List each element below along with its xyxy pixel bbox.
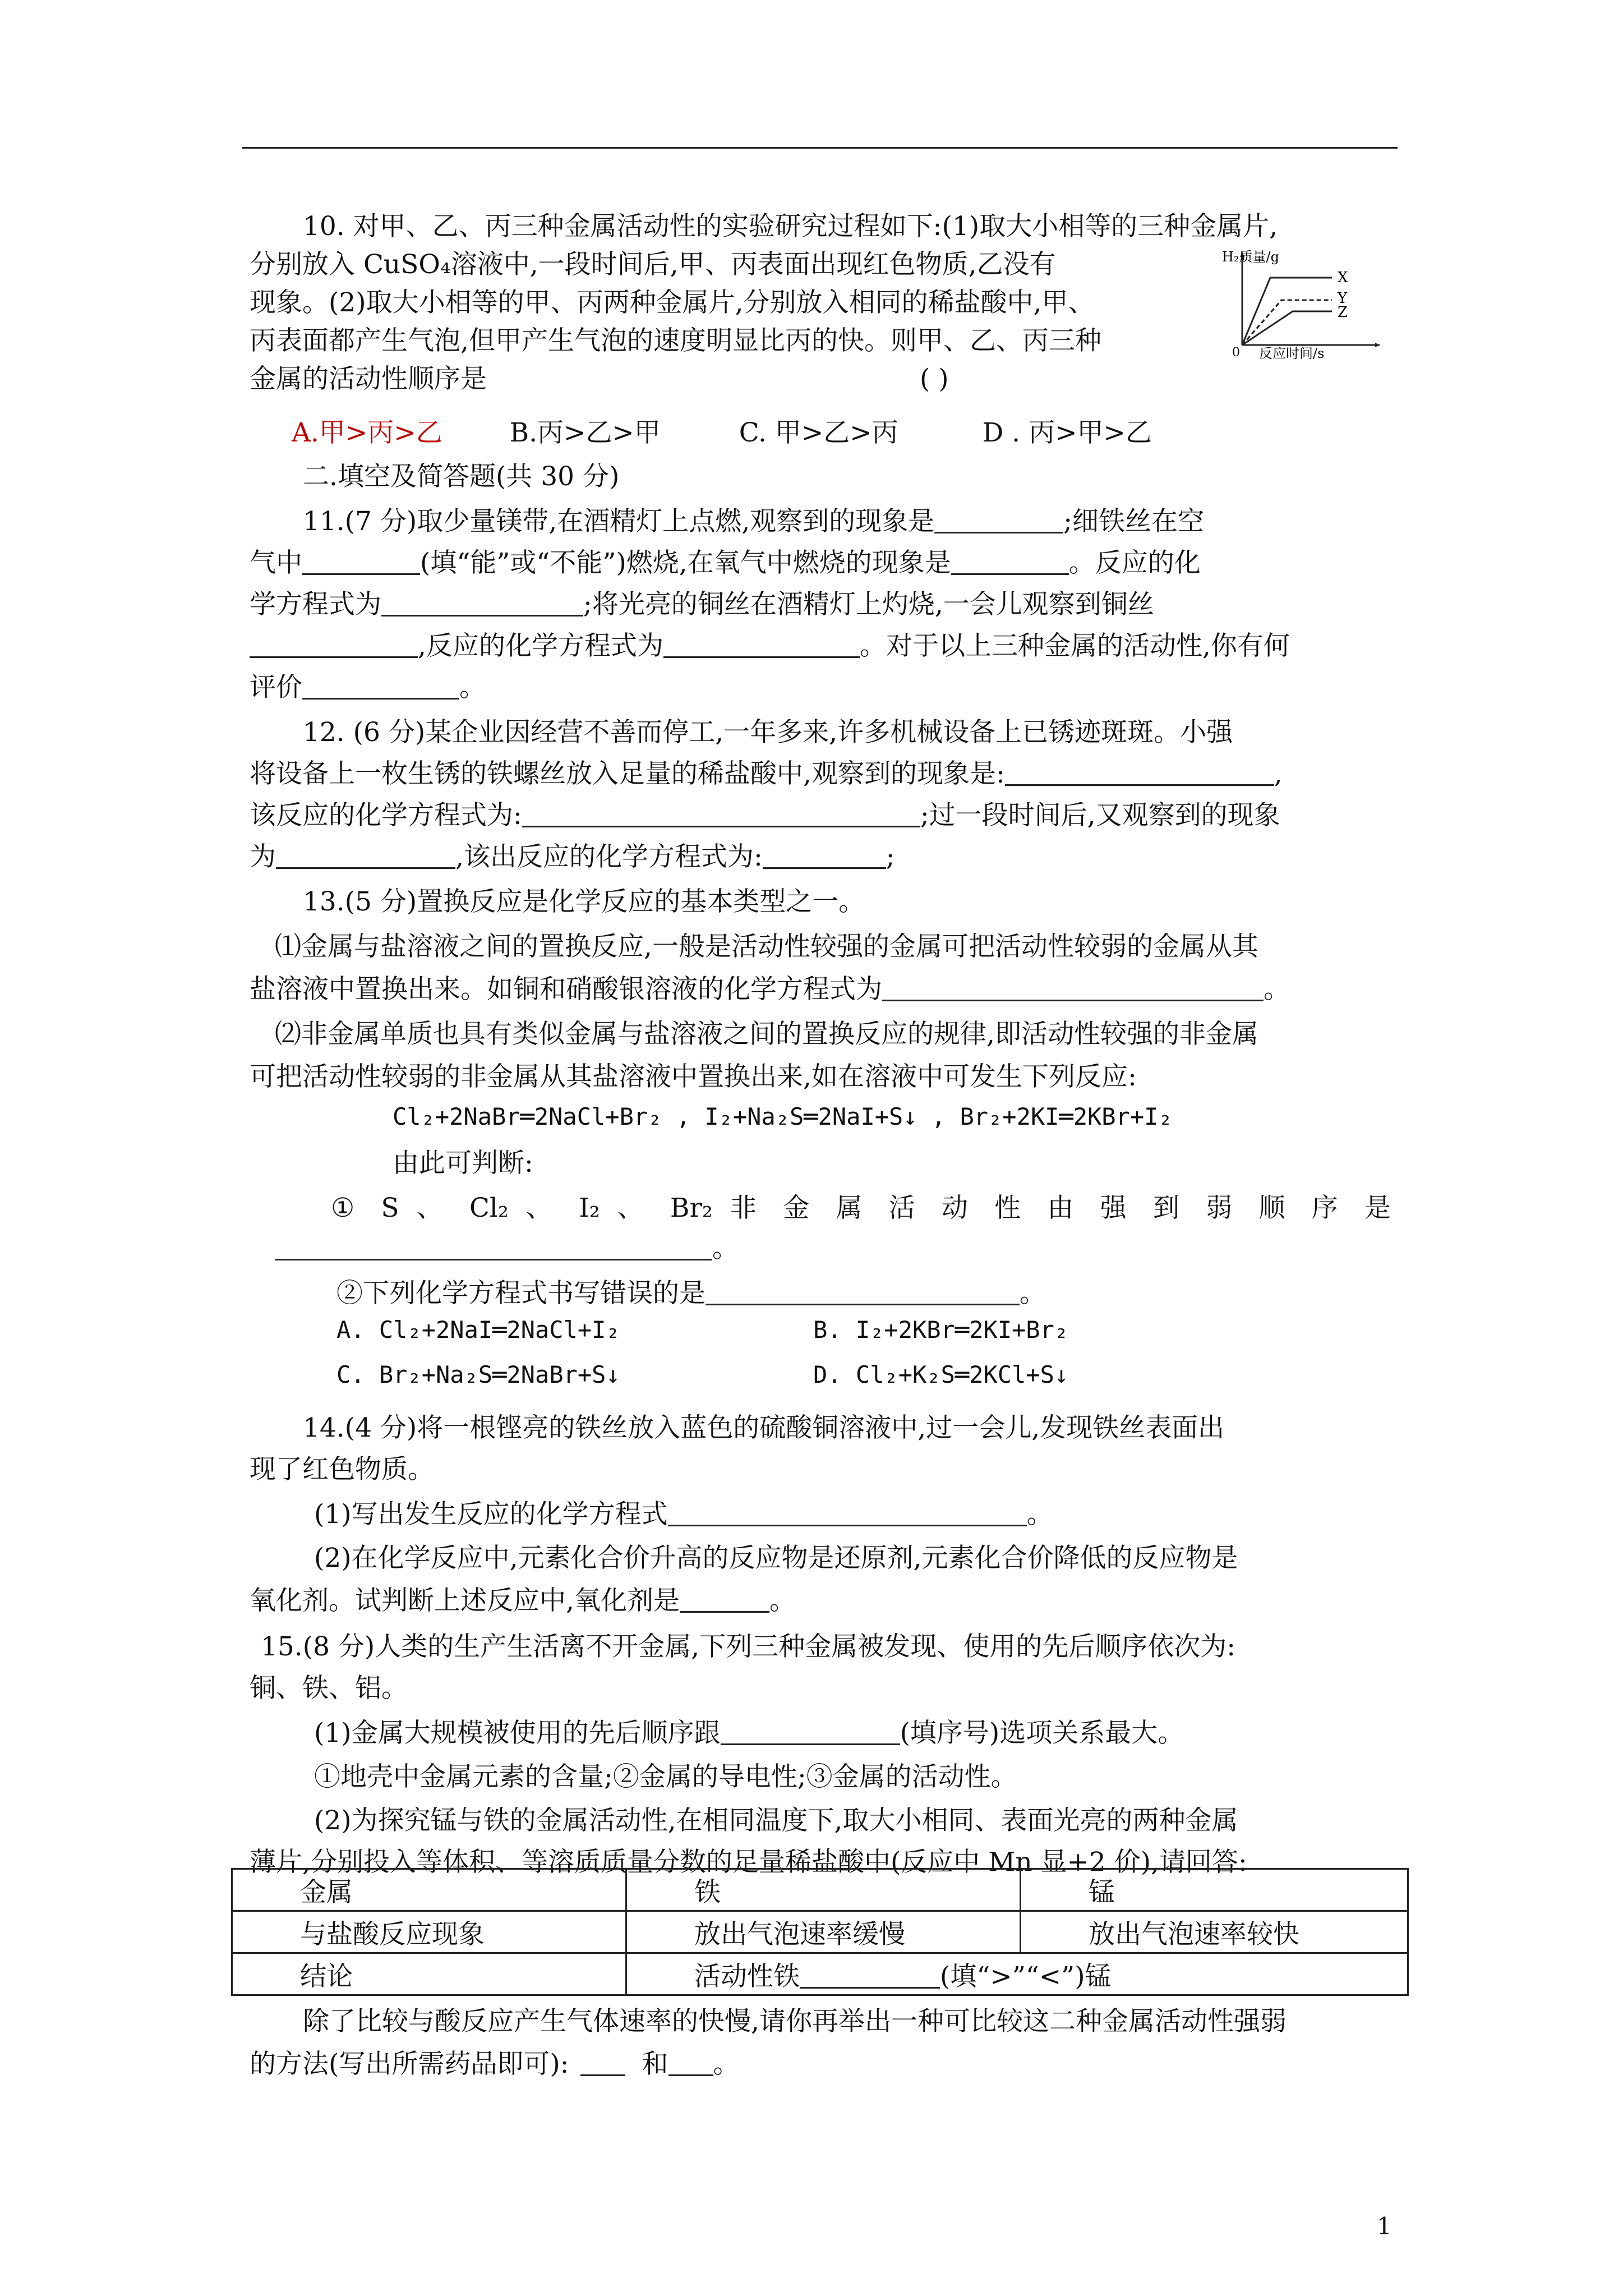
table-row bbox=[232, 1953, 1408, 1995]
q10-line5 bbox=[250, 366, 487, 392]
q13-text: ②下列化学方程式书写错误的是 bbox=[336, 1278, 706, 1309]
q15-line6: 薄片,分别投入等体积、等溶质质量分数的足量稀盐酸中(反应中 Mn 显+2 价),请回答: bbox=[250, 1847, 1247, 1878]
q14-line1: 14.(4 分)将一根铿亮的铁丝放入蓝色的硫酸铜溶液中,过一会儿,发现铁丝表面出 bbox=[303, 1412, 1225, 1443]
label-y: Y bbox=[1338, 290, 1348, 307]
q11-text: ,反应的化学方程式为 bbox=[418, 631, 663, 661]
q14-text: 氧化剂。试判断上述反应中,氧化剂是 bbox=[250, 1585, 680, 1616]
q11-line2 bbox=[250, 547, 1201, 578]
q11-line4 bbox=[250, 633, 1290, 659]
q14-line4: (2)在化学反应中,元素化合价升高的反应物是还原剂,元素化合价降低的反应物是 bbox=[314, 1543, 1238, 1573]
table-cell: 结论 bbox=[232, 1953, 626, 1995]
q15-line4: ①地壳中金属元素的含量;②金属的导电性;③金属的活动性。 bbox=[314, 1761, 1017, 1792]
q15-line8 bbox=[250, 2051, 740, 2077]
answer-blank[interactable] bbox=[302, 551, 420, 575]
q11-text: ;将光亮的铜丝在酒精灯上灼烧,一会儿观察到铜丝 bbox=[583, 589, 1154, 620]
q13-line7: ① S 、 Cl₂ 、 I₂ 、 Br₂ 非 金 属 活 动 性 由 强 到 弱 顺 序 是 bbox=[331, 1193, 1391, 1223]
q11-line5 bbox=[250, 674, 486, 701]
q13-option-c: C. Br₂+Na₂S═2NaBr+S↓ bbox=[336, 1361, 620, 1388]
q11-text: 学方程式为 bbox=[250, 589, 381, 620]
table-cell: 放出气泡速率缓慢 bbox=[626, 1911, 1021, 1953]
line-y bbox=[1242, 300, 1332, 345]
table-cell: 放出气泡速率较快 bbox=[1021, 1911, 1408, 1953]
answer-blank[interactable] bbox=[706, 1281, 1020, 1305]
answer-blank[interactable] bbox=[275, 1236, 712, 1260]
answer-blank[interactable] bbox=[882, 977, 1264, 1001]
q13-line4: ⑵非金属单质也具有类似金属与盐溶液之间的置换反应的规律,即活动性较强的非金属 bbox=[275, 1019, 1258, 1050]
q13-option-d: D. Cl₂+K₂S═2KCl+S↓ bbox=[813, 1361, 1069, 1388]
graph-origin: 0 bbox=[1232, 346, 1240, 359]
q12-text: ;过一段时间后,又观察到的现象 bbox=[920, 800, 1280, 831]
q12-text: 该反应的化学方程式为: bbox=[250, 800, 522, 831]
q11-text: 。反应的化 bbox=[1068, 547, 1201, 578]
x-axis-arrow bbox=[1375, 343, 1380, 347]
line-z bbox=[1242, 311, 1332, 345]
answer-blank[interactable] bbox=[763, 845, 886, 869]
q15-line2: 铜、铁、铝。 bbox=[250, 1673, 408, 1704]
table-cell: 与盐酸反应现象 bbox=[232, 1911, 626, 1953]
q10-option-d: D . 丙>甲>乙 bbox=[982, 417, 1152, 448]
q15-text: 。 bbox=[713, 2049, 740, 2079]
q10-option-b: B.丙>乙>甲 bbox=[509, 417, 661, 448]
table-row bbox=[232, 1869, 1408, 1911]
q15-text: (填序号)选项关系最大。 bbox=[900, 1718, 1184, 1749]
q10-line4: 丙表面都产生气泡,但甲产生气泡的速度明显比丙的快。则甲、乙、丙三种 bbox=[250, 325, 1101, 356]
q15-line3 bbox=[314, 1718, 1184, 1749]
q15-text: (填“>”“<”)锰 bbox=[940, 1961, 1112, 1992]
q13-line5: 可把活动性较弱的非金属从其盐溶液中置换出来,如在溶液中可发生下列反应: bbox=[250, 1061, 1137, 1092]
q12-line2 bbox=[250, 758, 1283, 789]
q13-option-a: A. Cl₂+2NaI═2NaCl+I₂ bbox=[336, 1316, 620, 1343]
q15-line5: (2)为探究锰与铁的金属活动性,在相同温度下,取大小相同、表面光亮的两种金属 bbox=[314, 1805, 1238, 1836]
table-cell: 铁 bbox=[626, 1869, 1021, 1911]
q10-line2: 分别放入 CuSO₄溶液中,一段时间后,甲、丙表面出现红色物质,乙没有 bbox=[250, 249, 1056, 280]
answer-blank[interactable] bbox=[680, 1589, 769, 1613]
label-x: X bbox=[1338, 269, 1348, 286]
q13-line8 bbox=[275, 1235, 739, 1262]
q12-text: ; bbox=[886, 841, 895, 872]
answer-blank[interactable] bbox=[580, 2052, 625, 2076]
q11-text: ;细铁丝在空 bbox=[1063, 506, 1204, 537]
q10-options bbox=[292, 417, 1152, 448]
answer-blank[interactable] bbox=[1005, 762, 1274, 786]
answer-blank[interactable] bbox=[276, 845, 455, 869]
q15-line7: 除了比较与酸反应产生气体速率的快慢,请你再举出一种可比较这二种金属活动性强弱 bbox=[303, 2006, 1287, 2037]
q11-text: 。 bbox=[459, 672, 486, 703]
q15-text: 和 bbox=[642, 2049, 668, 2079]
q11-text: (填“能”或“不能”)燃烧,在氧气中燃烧的现象是 bbox=[420, 547, 951, 578]
q10-option-c: C. 甲>乙>丙 bbox=[739, 417, 898, 448]
answer-blank[interactable] bbox=[302, 675, 459, 700]
q12-line4 bbox=[250, 841, 895, 872]
q13-text: 盐溶液中置换出来。如铜和硝酸银溶液的化学方程式为 bbox=[250, 974, 882, 1005]
q12-text: 将设备上一枚生锈的铁螺丝放入足量的稀盐酸中,观察到的现象是: bbox=[250, 758, 1005, 789]
q10-line3: 现象。(2)取大小相等的甲、丙两种金属片,分别放入相同的稀盐酸中,甲、 bbox=[250, 287, 1095, 318]
h2-mass-time-graph bbox=[1220, 247, 1388, 359]
answer-blank[interactable] bbox=[721, 1721, 900, 1745]
q13-line1: 13.(5 分)置换反应是化学反应的基本类型之一。 bbox=[303, 886, 865, 917]
q13-text: 。 bbox=[1264, 974, 1290, 1005]
answer-blank[interactable] bbox=[668, 1502, 1027, 1526]
q12-text: , bbox=[1274, 758, 1283, 789]
q13-text: 。 bbox=[712, 1233, 739, 1264]
answer-blank[interactable] bbox=[663, 634, 860, 658]
answer-blank[interactable] bbox=[800, 1964, 940, 1989]
header-rule bbox=[242, 147, 1398, 149]
q11-text: 气中 bbox=[250, 547, 302, 578]
q14-text: 。 bbox=[769, 1585, 796, 1616]
answer-blank[interactable] bbox=[951, 551, 1069, 575]
q14-line2: 现了红色物质。 bbox=[250, 1454, 434, 1485]
q12-line3 bbox=[250, 802, 1280, 829]
q11-line3 bbox=[250, 591, 1154, 618]
graph-xlabel: 反应时间/s bbox=[1259, 346, 1325, 359]
reaction-equations: Cl₂+2NaBr═2NaCl+Br₂ , I₂+Na₂S═2NaI+S↓ , Br₂+2KI═2KBr+I₂ bbox=[393, 1103, 1173, 1130]
q11-text: 评价 bbox=[250, 672, 302, 703]
q13-line6: 由此可判断: bbox=[393, 1148, 533, 1179]
answer-blank[interactable] bbox=[250, 634, 418, 658]
section-heading: 二.填空及简答题(共 30 分) bbox=[303, 461, 620, 492]
q13-line2: ⑴金属与盐溶液之间的置换反应,一般是活动性较强的金属可把活动性较弱的金属从其 bbox=[275, 931, 1258, 962]
table-row bbox=[232, 1911, 1408, 1953]
q12-text: ,该出反应的化学方程式为: bbox=[455, 841, 763, 872]
page-number: 1 bbox=[1377, 2212, 1392, 2240]
q13-line3 bbox=[250, 974, 1290, 1005]
answer-paren: ( ) bbox=[920, 364, 949, 394]
q13-option-b: B. I₂+2KBr═2KI+Br₂ bbox=[813, 1316, 1069, 1343]
q15-text: 活动性铁 bbox=[694, 1961, 800, 1992]
q10-stem-end: 金属的活动性顺序是 bbox=[250, 364, 487, 394]
label-z: Z bbox=[1338, 304, 1348, 321]
table-cell: 金属 bbox=[232, 1869, 626, 1911]
graph-ylabel: H₂质量/g bbox=[1222, 249, 1279, 265]
q15-line1: 15.(8 分)人类的生产生活离不开金属,下列三种金属被发现、使用的先后顺序依次为: bbox=[261, 1631, 1236, 1662]
answer-blank[interactable] bbox=[381, 592, 583, 616]
q11-line1 bbox=[303, 508, 1204, 535]
q11-text: 。对于以上三种金属的活动性,你有何 bbox=[859, 631, 1290, 661]
q12-line1: 12. (6 分)某企业因经营不善而停工,一年多来,许多机械设备上已锈迹斑斑。小强 bbox=[303, 717, 1233, 748]
metal-comparison-table bbox=[231, 1868, 1409, 1996]
q14-text: 。 bbox=[1026, 1499, 1053, 1530]
q14-line5 bbox=[250, 1585, 796, 1616]
answer-blank[interactable] bbox=[522, 803, 920, 827]
answer-blank[interactable] bbox=[668, 2052, 713, 2076]
q15-text: 的方法(写出所需药品即可): bbox=[250, 2049, 569, 2079]
q14-line3 bbox=[314, 1499, 1053, 1530]
table-cell: 锰 bbox=[1021, 1869, 1408, 1911]
q13-line9 bbox=[336, 1278, 1046, 1309]
q15-text: (1)金属大规模被使用的先后顺序跟 bbox=[314, 1718, 721, 1749]
q11-text: 11.(7 分)取少量镁带,在酒精灯上点燃,观察到的现象是 bbox=[303, 506, 935, 537]
conclusion-cell bbox=[626, 1953, 1408, 1995]
q13-text: 。 bbox=[1020, 1278, 1046, 1309]
q12-text: 为 bbox=[250, 841, 276, 872]
q10-option-a: A.甲>丙>乙 bbox=[292, 417, 442, 448]
answer-blank[interactable] bbox=[934, 509, 1063, 533]
q14-text: (1)写出发生反应的化学方程式 bbox=[314, 1499, 668, 1530]
q10-line1: 10. 对甲、乙、丙三种金属活动性的实验研究过程如下:(1)取大小相等的三种金属片, bbox=[303, 211, 1278, 242]
